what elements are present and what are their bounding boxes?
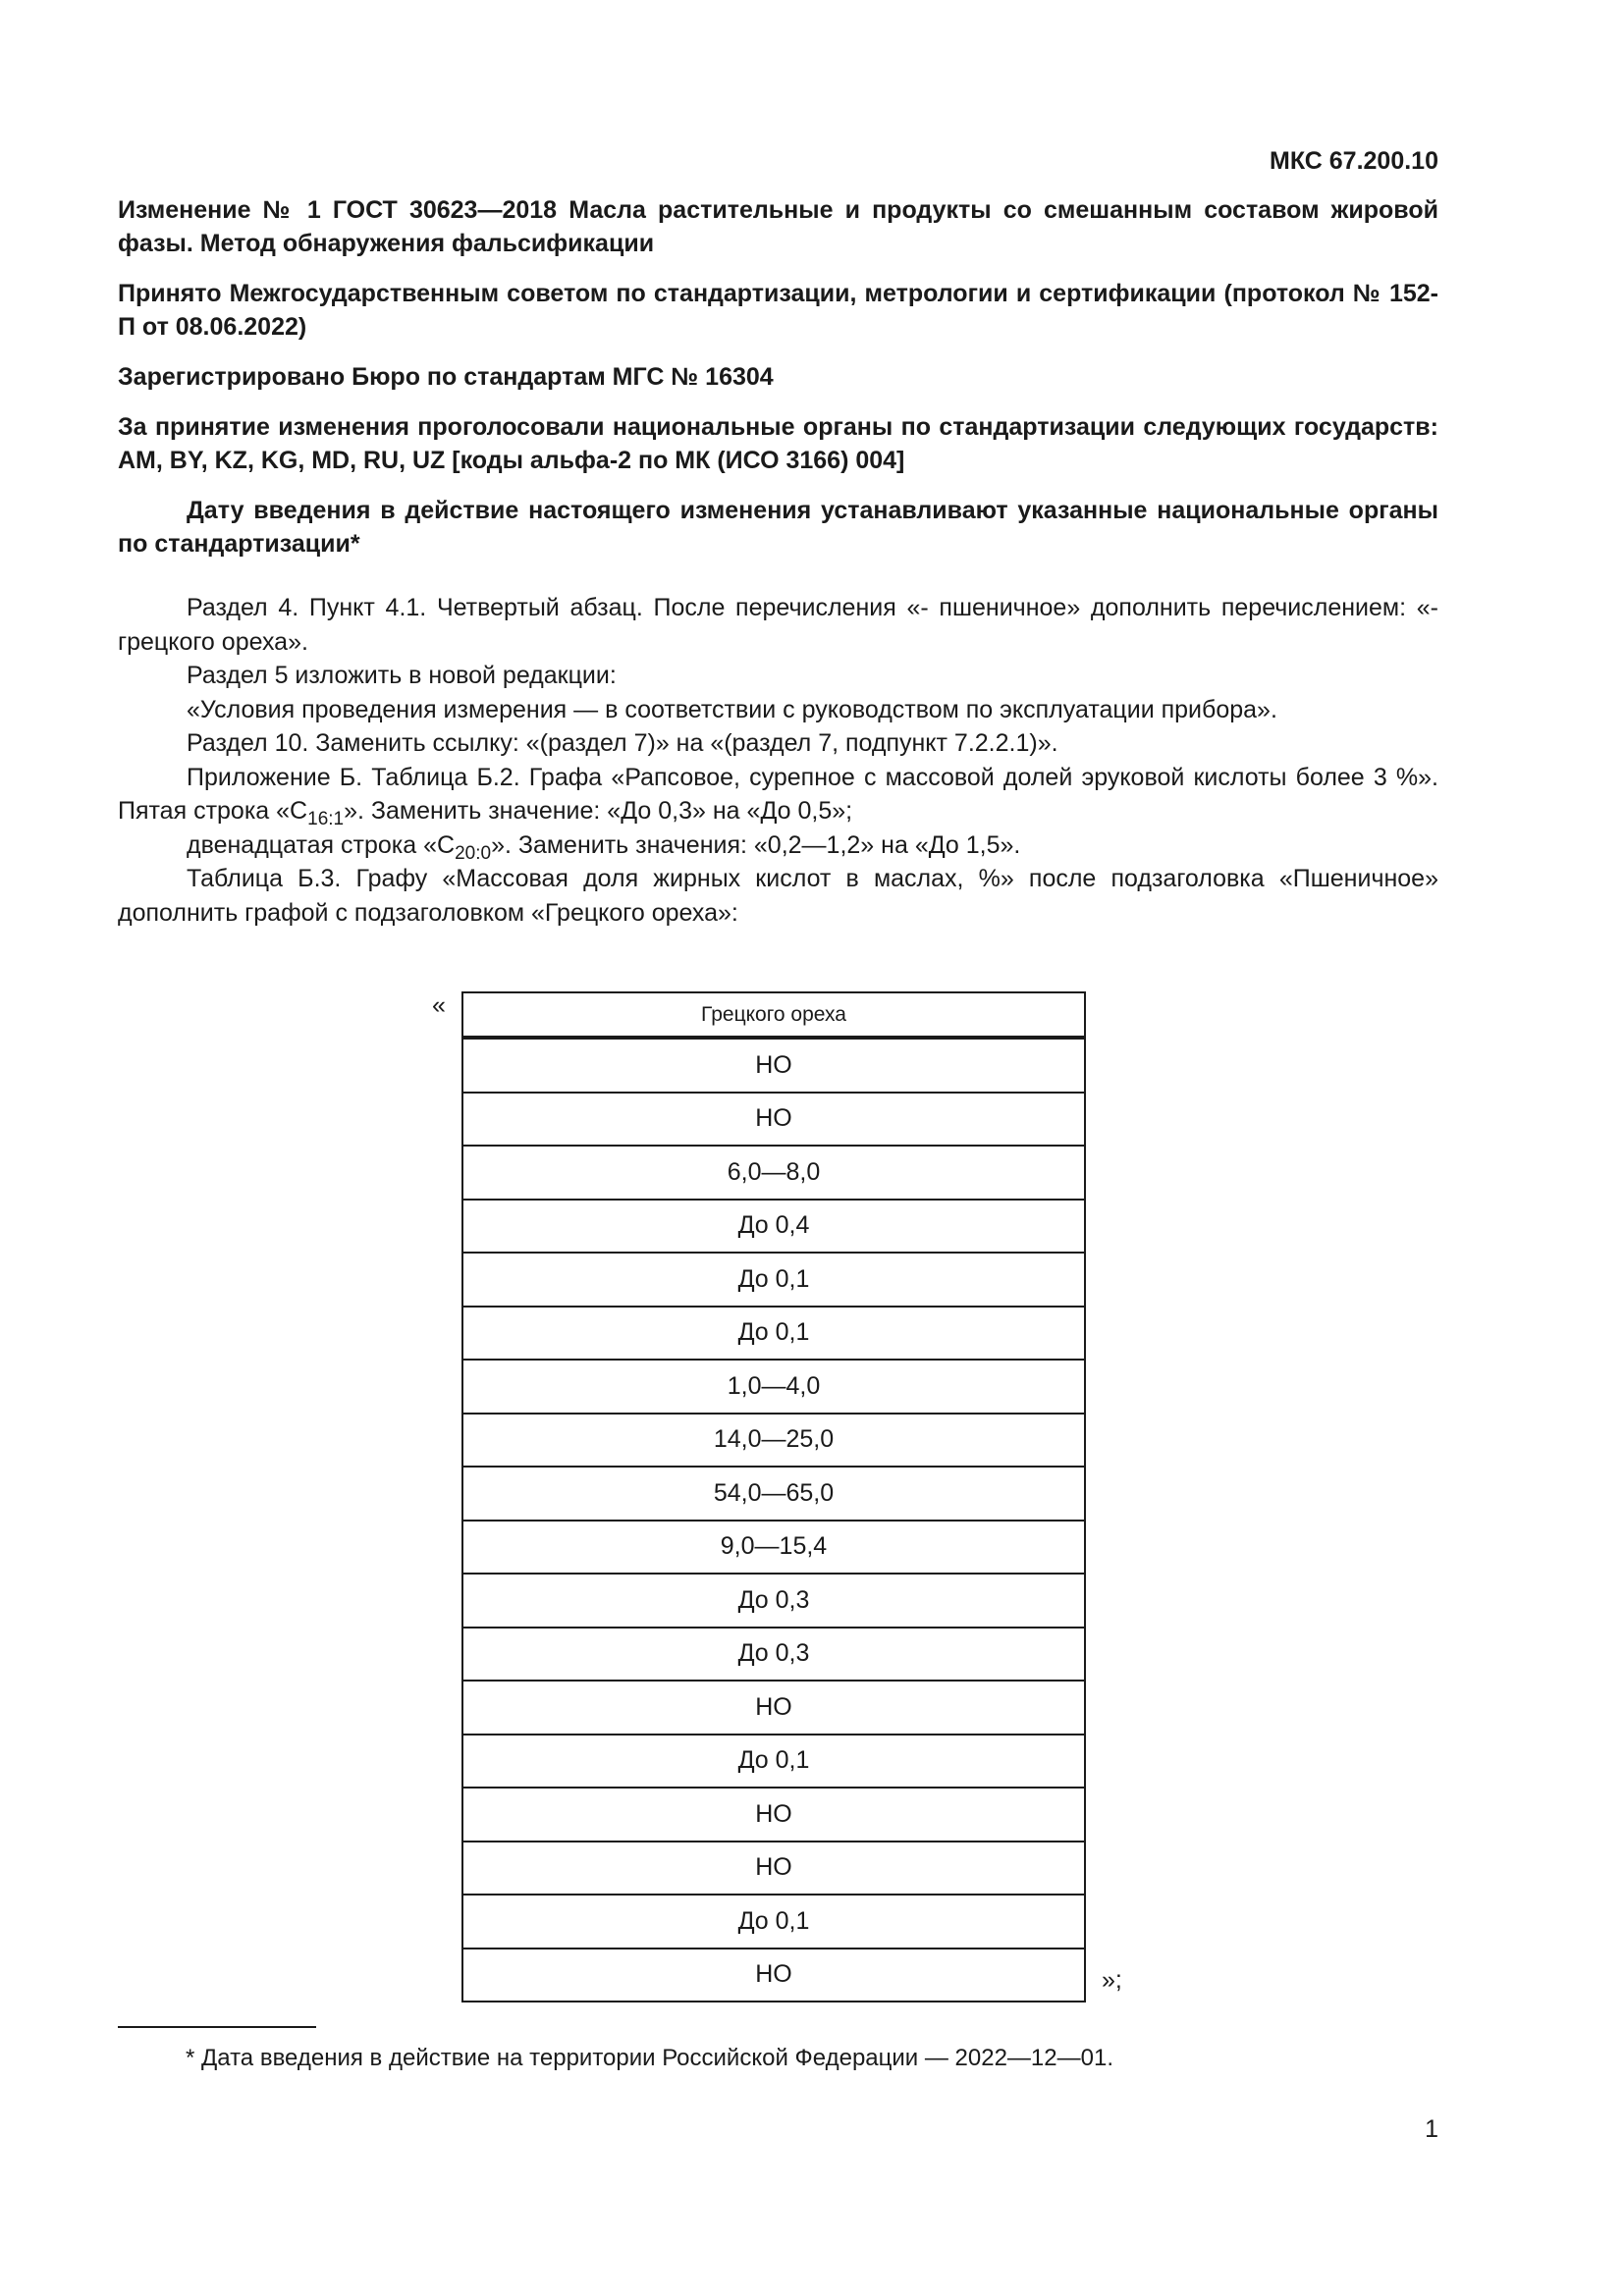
table-body bbox=[462, 1038, 1085, 2002]
table-row bbox=[462, 1253, 1085, 1307]
table-cell: НО bbox=[462, 1788, 1085, 1842]
footnote-divider bbox=[118, 2026, 316, 2028]
table-row bbox=[462, 1414, 1085, 1468]
paragraph-twelfth-row: двенадцатая строка «$C_{20:0}$». Заменить значения: «0,2—1,2» на «До 1,5». bbox=[187, 830, 1021, 864]
table-row bbox=[462, 1788, 1085, 1842]
table-row bbox=[462, 1895, 1085, 1949]
amendment-title: Изменение № 1 ГОСТ 30623—2018 Масла растительные и продукты со смешанным составом жировой фазы. Метод обнаружения фальсификации bbox=[118, 196, 1438, 257]
table-cell: До 0,4 bbox=[462, 1200, 1085, 1254]
paragraph-appendix-b-table-b2: Приложение Б. Таблица Б.2. Графа «Рапсовое, сурепное с массовой долей эруковой кислоты более 3 %». Пятая строка «$C_{16:1}$». Заменить значение: «До 0,3» на «До 0,5»; bbox=[118, 763, 1438, 829]
table-cell: НО bbox=[462, 1842, 1085, 1896]
table-row bbox=[462, 1200, 1085, 1254]
table-cell: До 0,3 bbox=[462, 1574, 1085, 1628]
table-row bbox=[462, 1628, 1085, 1682]
table-cell: НО bbox=[462, 1038, 1085, 1093]
voting-statement: За принятие изменения проголосовали национальные органы по стандартизации следующих государств: AM, BY, KZ, KG, MD, RU, UZ [коды альфа-2 по МК (ИСО 3166) 004] bbox=[118, 413, 1438, 474]
table-header-walnut: Грецкого ореха bbox=[462, 992, 1085, 1038]
table-cell: До 0,1 bbox=[462, 1307, 1085, 1361]
registration-statement: Зарегистрировано Бюро по стандартам МГС № 16304 bbox=[118, 363, 774, 391]
table-row bbox=[462, 1521, 1085, 1575]
adopted-statement: Принято Межгосударственным советом по стандартизации, метрологии и сертификации (протокол № 152-П от 08.06.2022) bbox=[118, 280, 1438, 341]
paragraph-section-4: Раздел 4. Пункт 4.1. Четвертый абзац. После перечисления «- пшеничное» дополнить перечислением: «- грецкого ореха». bbox=[118, 594, 1438, 656]
table-open-quote: « bbox=[432, 991, 446, 1019]
table-close-quote: »; bbox=[1102, 1966, 1122, 1994]
table-cell: 6,0—8,0 bbox=[462, 1146, 1085, 1200]
table-row bbox=[462, 1681, 1085, 1735]
table-cell: НО bbox=[462, 1949, 1085, 2002]
table-cell: До 0,1 bbox=[462, 1735, 1085, 1789]
table-cell: 9,0—15,4 bbox=[462, 1521, 1085, 1575]
paragraph-section-5-text: «Условия проведения измерения — в соответствии с руководством по эксплуатации прибора». bbox=[187, 695, 1277, 723]
table-cell: НО bbox=[462, 1093, 1085, 1147]
amendment-body bbox=[118, 591, 1438, 930]
page-number: 1 bbox=[1425, 2115, 1438, 2143]
table-cell: До 0,3 bbox=[462, 1628, 1085, 1682]
paragraph-section-10: Раздел 10. Заменить ссылку: «(раздел 7)» на «(раздел 7, подпункт 7.2.2.1)». bbox=[187, 729, 1058, 757]
table-row bbox=[462, 1949, 1085, 2002]
table-row bbox=[462, 1093, 1085, 1147]
table-row bbox=[462, 1307, 1085, 1361]
table-cell: НО bbox=[462, 1681, 1085, 1735]
mks-code: МКС 67.200.10 bbox=[1270, 147, 1438, 175]
table-row bbox=[462, 1574, 1085, 1628]
table-row bbox=[462, 1735, 1085, 1789]
table-row bbox=[462, 1038, 1085, 1093]
paragraph-section-5: Раздел 5 изложить в новой редакции: bbox=[187, 662, 617, 689]
table-row bbox=[462, 1360, 1085, 1414]
table-row bbox=[462, 1146, 1085, 1200]
table-cell: До 0,1 bbox=[462, 1895, 1085, 1949]
table-row bbox=[462, 1467, 1085, 1521]
table-cell: 1,0—4,0 bbox=[462, 1360, 1085, 1414]
walnut-column-table bbox=[461, 991, 1086, 2002]
table-row bbox=[462, 1842, 1085, 1896]
footnote: * Дата введения в действие на территории Российской Федерации — 2022—12—01. bbox=[186, 2045, 1113, 2071]
paragraph-table-b3: Таблица Б.3. Графу «Массовая доля жирных кислот в маслах, %» после подзаголовка «Пшеничное» дополнить графой с подзаголовком «Грецкого ореха»: bbox=[118, 865, 1438, 927]
table-cell: 54,0—65,0 bbox=[462, 1467, 1085, 1521]
table-cell: 14,0—25,0 bbox=[462, 1414, 1085, 1468]
effective-date-statement: Дату введения в действие настоящего изменения устанавливают указанные национальные органы по стандартизации* bbox=[118, 497, 1438, 558]
table-cell: До 0,1 bbox=[462, 1253, 1085, 1307]
